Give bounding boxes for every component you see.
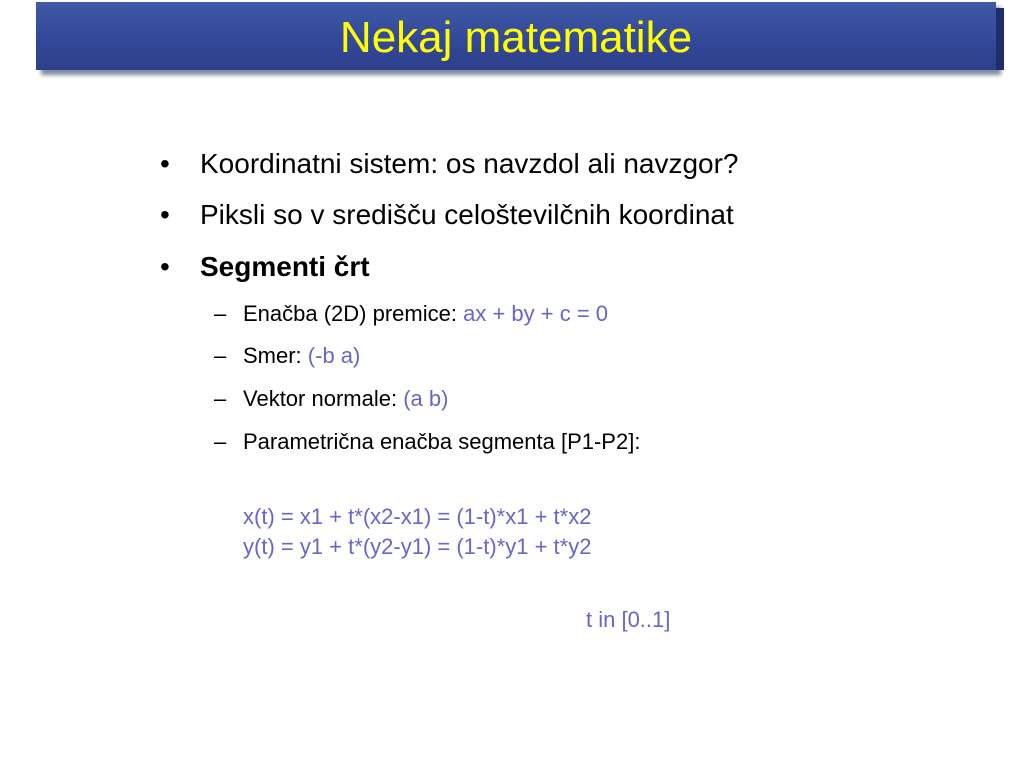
sub-item <box>214 300 608 328</box>
sub-marker: – <box>214 386 227 411</box>
bullet-item <box>160 198 734 232</box>
formula-y: y(t) = y1 + t*(y2-y1) = (1-t)*y1 + t*y2 <box>243 534 592 559</box>
sub-value: ax + by + c = 0 <box>463 301 609 326</box>
bullet-text: Koordinatni sistem: os navzdol ali navzgor? <box>200 148 739 179</box>
sub-label: Vektor normale: <box>243 386 404 411</box>
sub-value: (-b a) <box>307 343 361 368</box>
sub-label: Smer: <box>243 343 308 368</box>
bullet-item <box>160 250 370 284</box>
bullet-marker: • <box>160 199 170 230</box>
sub-marker: – <box>214 343 227 368</box>
bullet-text: Segmenti črt <box>200 251 370 282</box>
sub-marker: – <box>214 429 227 454</box>
formula-range: t in [0..1] <box>586 607 671 632</box>
sub-item <box>214 428 640 456</box>
sub-item <box>214 342 360 370</box>
bullet-text: Piksli so v središču celoštevilčnih koordinat <box>200 199 734 230</box>
sub-item <box>214 385 448 413</box>
bullet-item <box>160 147 739 181</box>
sub-value: (a b) <box>403 386 449 411</box>
sub-label: Enačba (2D) premice: <box>243 301 464 326</box>
sub-label: Parametrična enačba segmenta [P1-P2]: <box>243 429 641 454</box>
bullet-marker: • <box>160 148 170 179</box>
sub-marker: – <box>214 301 227 326</box>
slide-title: Nekaj matematike <box>339 13 693 62</box>
bullet-marker: • <box>160 251 170 282</box>
formula-x: x(t) = x1 + t*(x2-x1) = (1-t)*x1 + t*x2 <box>243 504 592 529</box>
